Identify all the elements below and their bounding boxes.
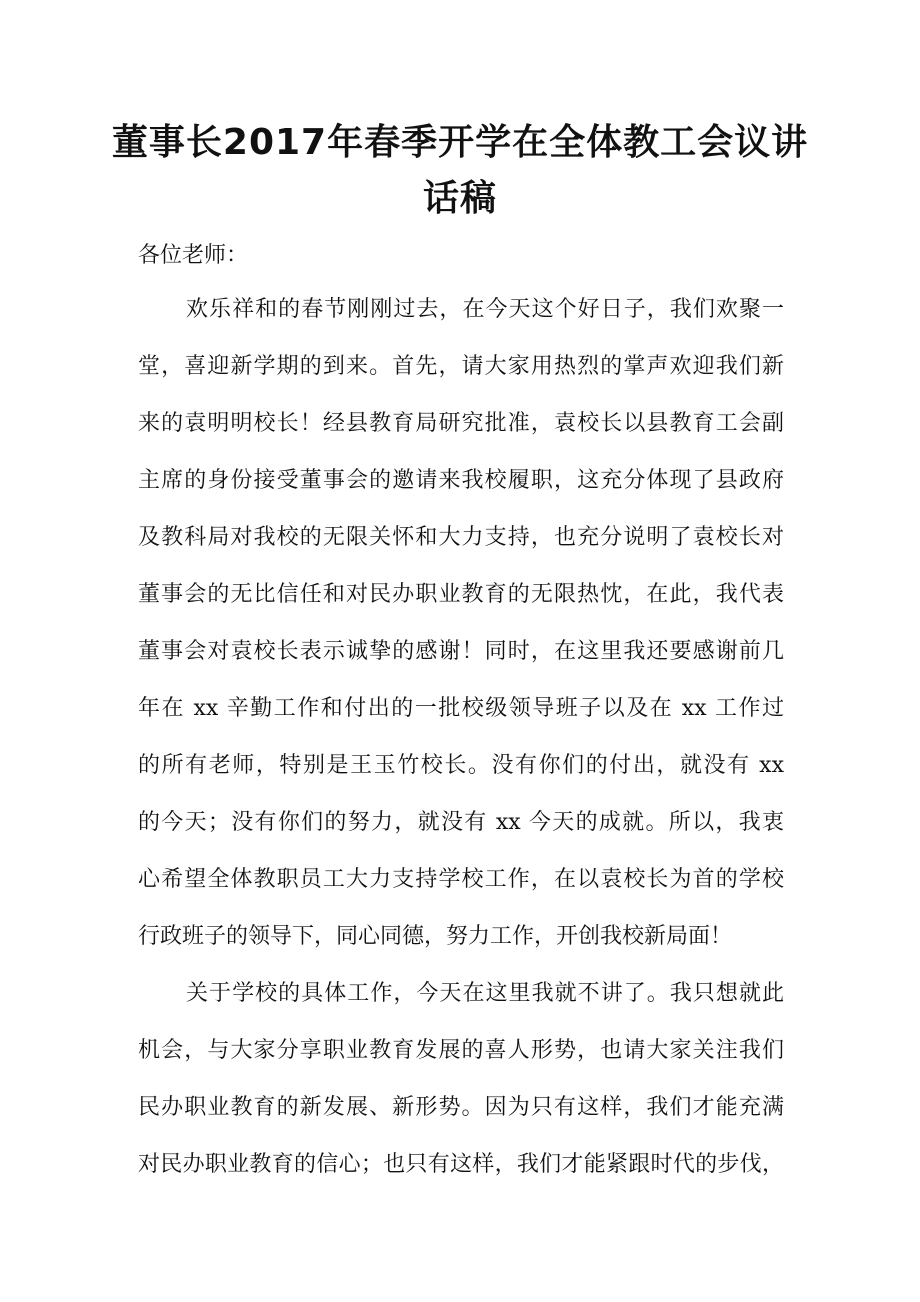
paragraph-2-line: 关于学校的具体工作，今天在这里我就不讲了。我只想就此 — [186, 981, 784, 1006]
paragraph-1-line: 心希望全体教职员工大力支持学校工作，在以袁校长为首的学校 — [138, 867, 784, 892]
paragraph-1-line: 董事会的无比信任和对民办职业教育的无限热忱，在此，我代表 — [138, 582, 784, 607]
salutation: 各位老师： — [138, 243, 249, 268]
paragraph-1-line: 堂，喜迎新学期的到来。首先，请大家用热烈的掌声欢迎我们新 — [138, 354, 784, 379]
paragraph-1-line: 来的袁明明校长！经县教育局研究批准，袁校长以县教育工会副 — [138, 411, 784, 436]
paragraph-1-line: 年在 xx 辛勤工作和付出的一批校级领导班子以及在 xx 工作过 — [138, 696, 784, 721]
paragraph-2-line: 机会，与大家分享职业教育发展的喜人形势，也请大家关注我们 — [138, 1038, 784, 1063]
paragraph-1-line: 及教科局对我校的无限关怀和大力支持，也充分说明了袁校长对 — [138, 525, 784, 550]
paragraph-2-line: 民办职业教育的新发展、新形势。因为只有这样，我们才能充满 — [138, 1095, 784, 1120]
document-title-line-1: 董事长2017年春季开学在全体教工会议讲 — [111, 122, 809, 163]
paragraph-1-line: 的今天；没有你们的努力，就没有 xx 今天的成就。所以，我衷 — [138, 810, 784, 835]
document-title-line-2: 话稿 — [422, 178, 497, 219]
paragraph-1-line: 的所有老师，特别是王玉竹校长。没有你们的付出，就没有 xx — [138, 753, 784, 778]
paragraph-1-line: 董事会对袁校长表示诚挚的感谢！同时，在这里我还要感谢前几 — [138, 639, 784, 664]
paragraph-2-line: 对民办职业教育的信心；也只有这样，我们才能紧跟时代的步伐， — [138, 1152, 784, 1177]
paragraph-1-line: 行政班子的领导下，同心同德，努力工作，开创我校新局面！ — [138, 924, 733, 949]
paragraph-1-line: 欢乐祥和的春节刚刚过去，在今天这个好日子，我们欢聚一 — [186, 297, 784, 322]
paragraph-1-line: 主席的身份接受董事会的邀请来我校履职，这充分体现了县政府 — [138, 468, 784, 493]
